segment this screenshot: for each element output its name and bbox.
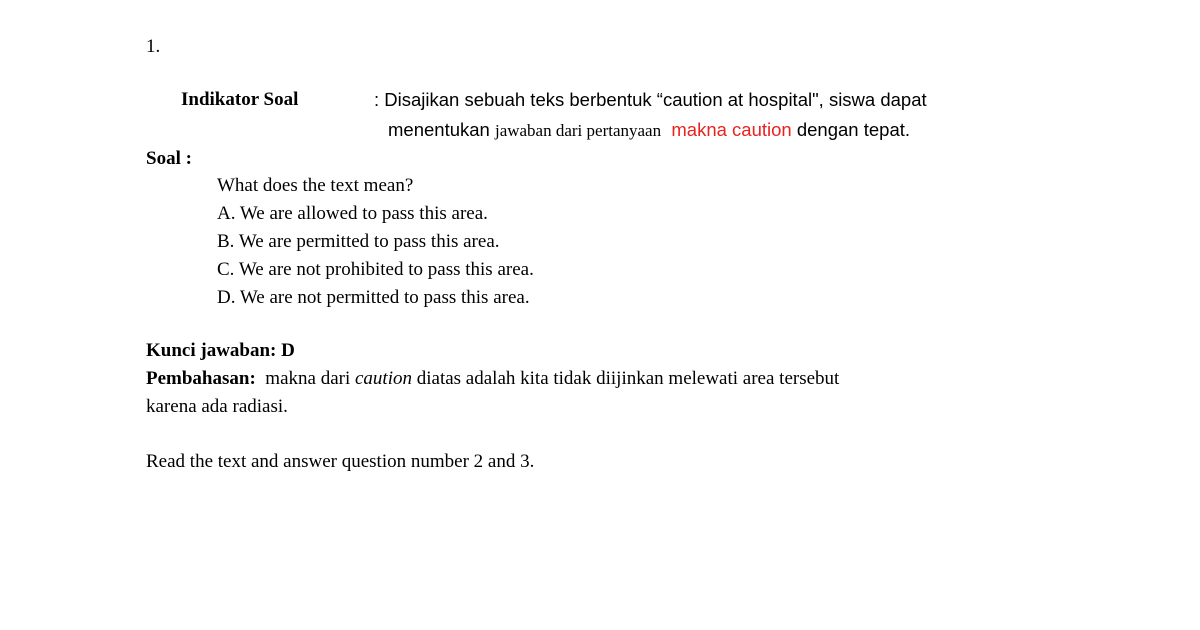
indikator-highlight: makna caution: [671, 119, 792, 140]
indikator-text-serif-segment: jawaban dari pertanyaan: [494, 121, 662, 140]
question-number: 1.: [146, 36, 161, 57]
option-d: D. We are not permitted to pass this area.: [217, 287, 530, 308]
read-instruction: Read the text and answer question number 2 and 3.: [146, 451, 535, 472]
pembahasan-line1: [146, 368, 839, 390]
pembahasan-line2: karena ada radiasi.: [146, 396, 288, 417]
indikator-label: Indikator Soal: [181, 89, 299, 110]
soal-label: Soal :: [146, 148, 192, 169]
option-b: B. We are permitted to pass this area.: [217, 231, 500, 252]
answer-key: Kunci jawaban: D: [146, 340, 295, 361]
pembahasan-text-before: makna dari: [255, 368, 355, 389]
option-a: A. We are allowed to pass this area.: [217, 203, 488, 224]
option-c: C. We are not prohibited to pass this area.: [217, 259, 534, 280]
pembahasan-emphasis: caution: [354, 368, 412, 389]
indikator-text-end: dengan tepat.: [791, 119, 911, 140]
indikator-text-segment: menentukan: [388, 119, 495, 140]
question-text: What does the text mean?: [217, 175, 414, 196]
pembahasan-label: Pembahasan:: [146, 368, 256, 389]
indikator-text-line2: [388, 119, 910, 141]
pembahasan-text-after: diatas adalah kita tidak diijinkan melewati area tersebut: [411, 368, 840, 389]
indikator-text-line1: : Disajikan sebuah teks berbentuk “caution at hospital", siswa dapat: [374, 89, 927, 110]
